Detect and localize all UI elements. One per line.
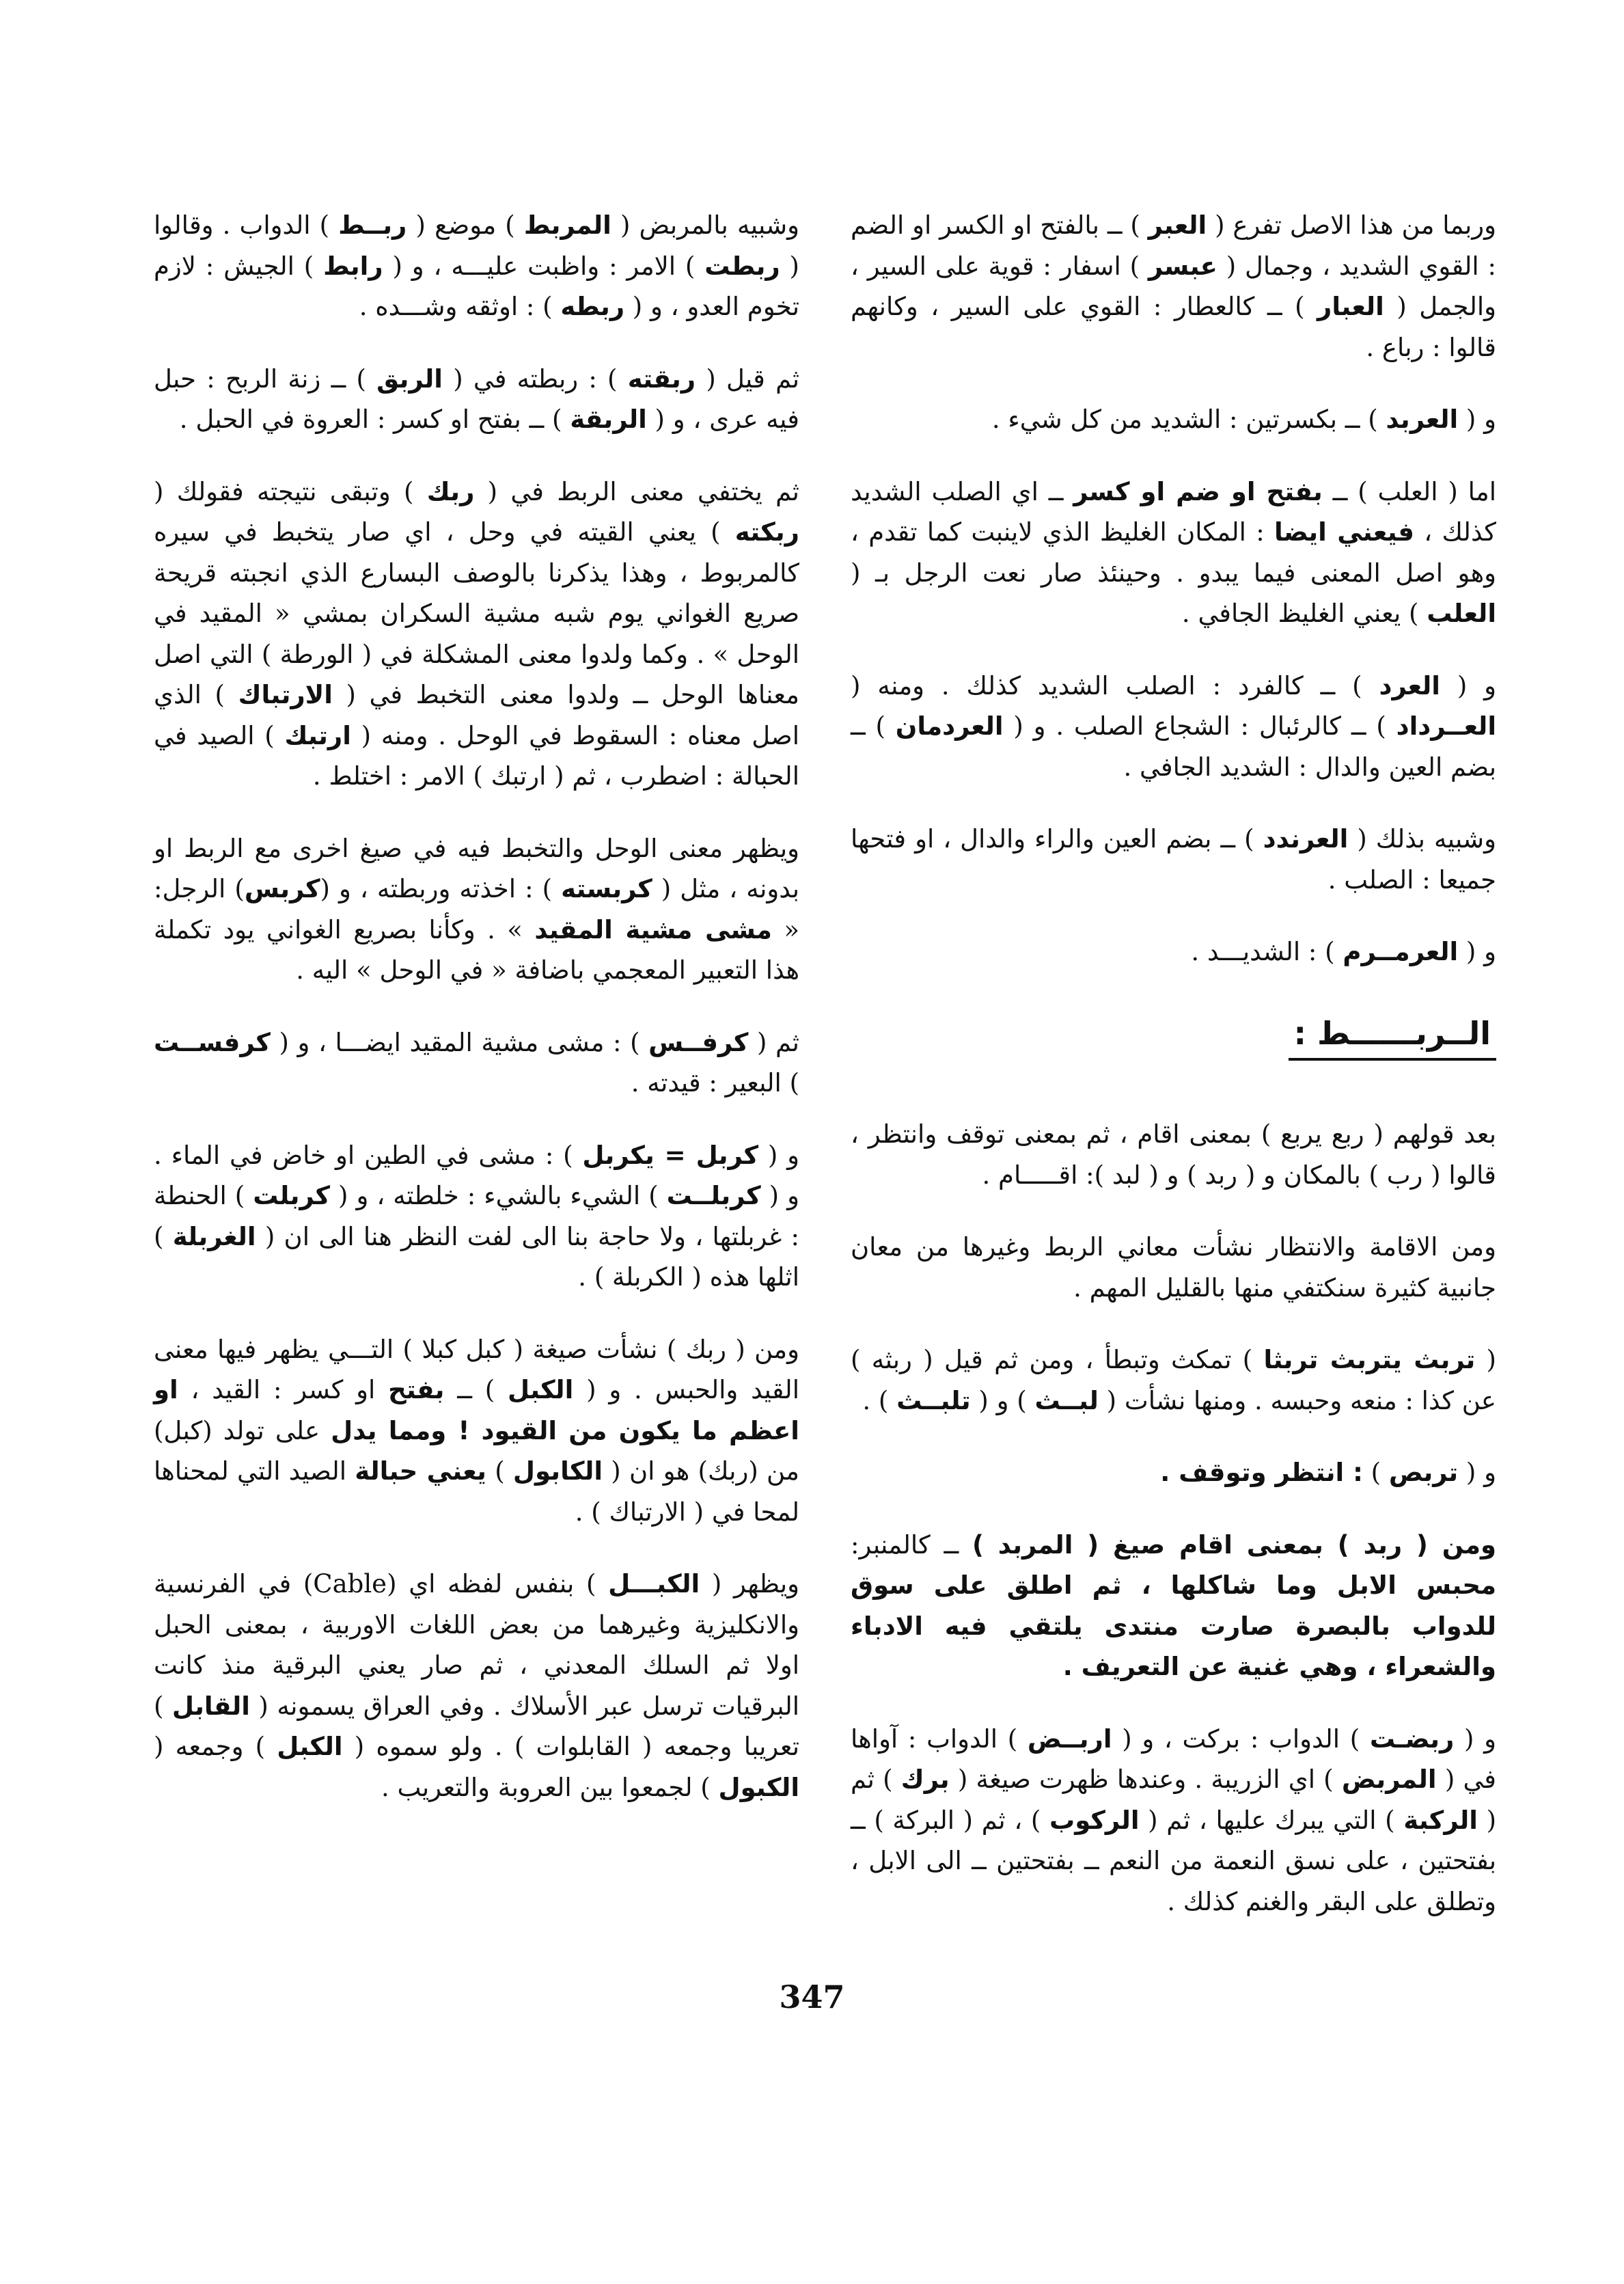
right-top-paragraph-6: و ( العرمــرم ) : الشديـــد .: [1191, 937, 1496, 966]
right-bottom-paragraph-2: ومن الاقامة والانتظار نشأت معاني الربط وغيرها من معان جانبية كثيرة سنكتفي منها بالقليل المهم .: [851, 1232, 1496, 1303]
right-top-paragraph-4: و ( العرد ) ــ كالفرد : الصلب الشديد كذلك . ومنه ( العــرداد ) ــ كالرئبال : الشجاع الصلب . و ( العردمان ) ــ بضم العين والدال : الشديد الجافي .: [851, 670, 1497, 782]
bold-term: العبر: [1148, 210, 1207, 240]
right-column: [851, 205, 1496, 1953]
bold-term: كربسته: [561, 874, 652, 903]
bold-term: العرمــرم: [1343, 937, 1459, 966]
bold-term: الغربلة: [172, 1221, 256, 1251]
left-paragraph-1: وشبيه بالمربض ( المربط ) موضع ( ربــط ) الدواب . وقالوا ( ربطت ) الامر : واظبت عليـــه ، و ( رابط ) الجيش : لازم تخوم العدو ، و ( ربطه ) : اوثقه وشـــده .: [154, 210, 799, 321]
right-bottom-paragraph-3: ( تربث يتربث تربثا ) تمكث وتبطأ ، ومن ثم قيل ( ربثه ) عن كذا : منعه وحبسه . ومنها نشأت ( لبــث ) و ( تلبــث ) .: [851, 1345, 1496, 1415]
right-top-paragraph-5: وشبيه بذلك ( العرندد ) ــ بضم العين والراء والدال ، او فتحها جميعا : الصلب .: [851, 824, 1496, 895]
bold-term: تربص: [1388, 1458, 1459, 1487]
bold-term: كرفــس: [648, 1027, 749, 1057]
bold-term: الكابول: [512, 1456, 603, 1486]
section-heading-rabt: [851, 1014, 1496, 1061]
bold-term: يعني حبالة: [355, 1456, 486, 1486]
bold-term: كربلــت: [666, 1181, 761, 1210]
right-top-paragraph-1: وربما من هذا الاصل تفرع ( العبر ) ــ بالفتح او الكسر او الضم : القوي الشديد ، وجمال ( عبسر ) اسفار : قوية على السير ، والجمل ( العبار ) ــ كالعطار : القوي على السير ، وكانهم قالوا : رباع .: [851, 210, 1496, 362]
bold-term: الركوب: [1049, 1805, 1140, 1835]
bold-term: : انتظر وتوقف .: [1160, 1458, 1363, 1487]
bold-term: ربقته: [627, 364, 696, 394]
bold-term: برك: [900, 1765, 950, 1794]
bold-term: القابل: [171, 1691, 250, 1721]
bold-term: العــرداد: [1396, 711, 1497, 741]
bold-term: ربكته: [734, 517, 799, 547]
bold-term: العرد: [1379, 670, 1440, 701]
bold-term: المربط: [523, 210, 611, 240]
bold-term: العربد: [1386, 405, 1459, 434]
bold-term: كربل = يكربل: [582, 1140, 759, 1170]
left-paragraph-8: ويظهر ( الكبـــل ) بنفس لفظه اي (Cable) في الفرنسية والانكليزية وغيرهما من بعض اللغات الاوربية ، بمعنى الحبل اولا ثم السلك المعدني ، ثم صار يعني البرقية منذ كانت البرقيات ترسل عبر الأسلاك . وفي العراق يسمونه ( القابل ) تعريبا وجمعه ( القابلوات ) . ولو سموه ( الكبل ) وجمعه ( الكبول ) لجمعوا بين العروبة والتعريب .: [154, 1569, 800, 1802]
bold-term: الكبل: [277, 1732, 343, 1761]
bold-term: ربــط: [338, 210, 407, 240]
bold-term: الركبة: [1403, 1805, 1478, 1835]
right-top-paragraph-3: اما ( العلب ) ــ بفتح او ضم او كسر ــ اي الصلب الشديد كذلك ، فيعني ايضا : المكان الغليظ الذي لاينبت كما تقدم ، وهو اصل المعنى فيما يبدو . وحينئذ صار نعت الرجل بـ ( العلب ) يعني الغليظ الجافي .: [851, 476, 1497, 628]
right-bottom-paragraph-4: و ( تربص ) : انتظر وتوقف .: [1160, 1458, 1496, 1487]
left-paragraph-2: ثم قيل ( ربقته ) : ربطته في ( الربق ) ــ زنة الربح : حبل فيه عرى ، و ( الربقة ) ــ بفتح او كسر : العروة في الحبل .: [154, 364, 799, 434]
bold-term: الربق: [376, 364, 443, 394]
bold-term: عبسر: [1148, 251, 1217, 281]
bold-term: العرندد: [1263, 824, 1349, 854]
bold-term: المربض: [1341, 1765, 1437, 1794]
right-column-entries-top: [851, 205, 1496, 973]
bold-term: او اعظم ما يكون من القيود ! ومما يدل: [154, 1375, 799, 1445]
bold-term: العردمان: [895, 711, 1004, 741]
left-paragraph-7: ومن ( ربك ) نشأت صيغة ( كبل كبلا ) التـــي يظهر فيها معنى القيد والحبس . و ( الكبل ) ــ بفتح او كسر : القيد ، او اعظم ما يكون من القيود ! ومما يدل على تولد (كبل) من (ربك) هو ان ( الكابول ) يعني حبالة الصيد التي لمحناها لمحا في ( الارتباك ) .: [154, 1334, 799, 1527]
bold-term: تلبــث: [896, 1385, 971, 1415]
bold-term: بفتح او ضم او كسر: [1073, 476, 1323, 506]
bold-term: العبار: [1317, 292, 1384, 321]
bold-term: الكبول: [718, 1772, 799, 1802]
bold-term: الربقة: [570, 405, 647, 434]
bold-term: تربث يتربث تربثا: [1263, 1345, 1476, 1374]
bold-term: مشى مشية المقيد: [534, 914, 772, 944]
bold-term: ربطت: [704, 251, 780, 281]
bold-term: فيعني ايضا: [1274, 517, 1415, 547]
bold-term: ومن ( ربد ) بمعنى اقام صيغ ( المربد ): [972, 1530, 1496, 1560]
bold-term: العلب: [1427, 599, 1496, 628]
bold-term: الكبـــل: [608, 1569, 700, 1599]
left-paragraph-5: ثم ( كرفــس ) : مشى مشية المقيد ايضـــا ، و ( كرفســت ) البعير : قيدته .: [154, 1027, 799, 1098]
bold-term: ارتبك: [284, 720, 351, 750]
bold-term: ربطه: [560, 292, 625, 321]
left-paragraph-6: و ( كربل = يكربل ) : مشى في الطين او خاض في الماء . و ( كربلــت ) الشيء بالشيء : خلطته ، و ( كربلت ) الحنطة : غربلتها ، ولا حاجة بنا الى لفت النظر هنا الى ان ( الغربلة ) اثلها هذه ( الكربلة ) .: [154, 1140, 800, 1292]
bold-term: كرفســت: [154, 1027, 271, 1057]
bold-term: بفتح: [388, 1375, 445, 1404]
right-column-entries-bottom: [851, 1114, 1496, 1922]
bold-term: لبــث: [1034, 1385, 1099, 1415]
left-paragraph-3: ثم يختفي معنى الربط في ( ربك ) وتبقى نتيجته فقولك ( ربكته ) يعني القيته في وحل ، اي صار يتخبط في سيره كالمربوط ، وهذا يذكرنا بالوصف البسارع الذي انجبته قريحة صريع الغواني يوم شبه مشية السكران بمشي « المقيد في الوحل » . وكما ولدوا معنى المشكلة في ( الورطة ) التي اصل معناها الوحل ــ ولدوا معنى التخبط في ( الارتباك ) الذي اصل معناه : السقوط في الوحل . ومنه ( ارتبك ) الصيد في الحبالة : اضطرب ، ثم ( ارتبك ) الامر : اختلط .: [154, 476, 799, 791]
bold-term: رابط: [323, 251, 383, 281]
page-number: 347: [779, 1979, 845, 2015]
bold-term: الكبل: [508, 1375, 574, 1404]
left-paragraph-4: ويظهر معنى الوحل والتخبط فيه في صيغ اخرى مع الربط او بدونه ، مثل ( كربسته ) : اخذته وربطته ، و (كربس) الرجل: « مشى مشية المقيد » . وكأنا بصريع الغواني يود تكملة هذا التعبير المعجمي باضافة « في الوحل » اليه .: [154, 833, 800, 985]
left-column-entries: [154, 205, 799, 1808]
left-column: [154, 205, 799, 1839]
bold-term: ربضـت: [1369, 1724, 1455, 1754]
right-bottom-paragraph-5: ومن ( ربد ) بمعنى اقام صيغ ( المربد ) ــ كالمنبر: محبس الابل وما شاكلها ، ثم اطلق على سوق للدواب بالبصرة صارت منتدى يلتقي فيه الادباء والشعراء ، وهي غنية عن التعريف .: [851, 1530, 1496, 1681]
right-bottom-paragraph-1: بعد قولهم ( ربع يربع ) بمعنى اقام ، ثم بمعنى توقف وانتظر ، قالوا ( رب ) بالمكان و ( ربد ) و ( لبد ): اقـــــام .: [851, 1119, 1496, 1190]
section-heading-text: الــربــــــط :: [1289, 1014, 1496, 1061]
right-top-paragraph-2: و ( العربد ) ــ بكسرتين : الشديد من كل شيء .: [991, 405, 1496, 434]
bold-term: كربلت: [253, 1181, 330, 1210]
bold-term: محبس الابل وما شاكلها ، ثم اطلق على سوق للدواب بالبصرة صارت منتدى يلتقي فيه الادباء والشعراء ، وهي غنية عن التعريف .: [851, 1571, 1496, 1681]
bold-term: ربك: [426, 476, 475, 506]
right-bottom-paragraph-6: و ( ربضـت ) الدواب : بركت ، و ( اربــض ) الدواب : آواها في ( المربض ) اي الزريبة . وعندها ظهرت صيغة ( برك ) ثم ( الركبة ) التي يبرك عليها ، ثم ( الركوب ) ، ثم ( البركة ) ــ بفتحتين ، على نسق النعمة من النعم ــ بفتحتين ــ الى الابل ، وتطلق على البقر والغنم كذلك .: [851, 1724, 1497, 1916]
bold-term: اربــض: [1027, 1724, 1112, 1754]
bold-term: كربس: [244, 874, 320, 903]
bold-term: الارتباك: [238, 680, 333, 709]
